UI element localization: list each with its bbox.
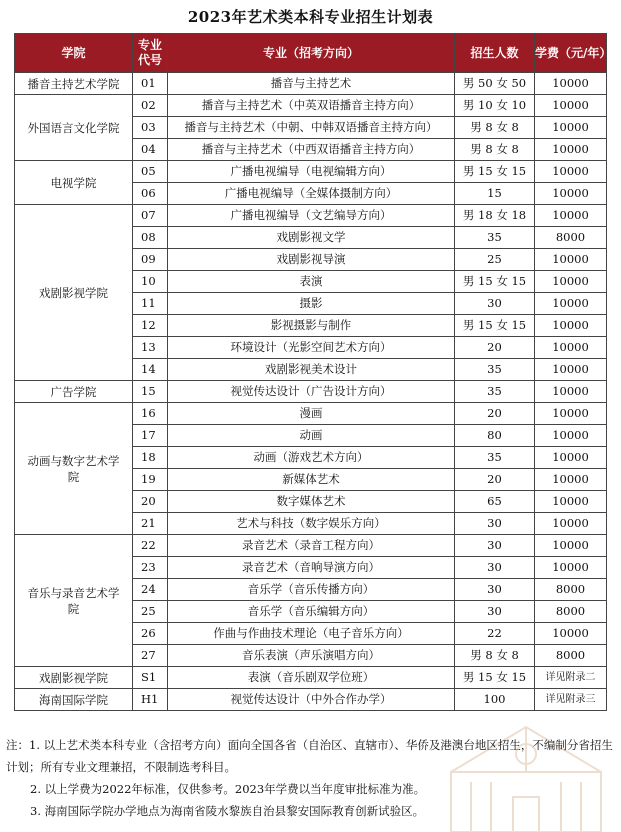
major-cell: 摄影: [168, 293, 455, 315]
enrollment-cell: 男 8 女 8: [455, 645, 535, 667]
table-row: [15, 535, 607, 557]
college-cell: 音乐与录音艺术学院: [15, 535, 133, 667]
enrollment-cell: 30: [455, 557, 535, 579]
fee-cell: 10000: [535, 491, 607, 513]
fee-cell: 10000: [535, 183, 607, 205]
enrollment-cell: 男 10 女 10: [455, 95, 535, 117]
code-cell: 05: [133, 161, 168, 183]
major-cell: 广播电视编导（文艺编导方向）: [168, 205, 455, 227]
code-cell: 19: [133, 469, 168, 491]
fee-cell: 10000: [535, 469, 607, 491]
major-cell: 广播电视编导（全媒体摄制方向）: [168, 183, 455, 205]
enrollment-cell: 35: [455, 359, 535, 381]
major-cell: 作曲与作曲技术理论（电子音乐方向）: [168, 623, 455, 645]
major-cell: 戏剧影视导演: [168, 249, 455, 271]
major-cell: 表演: [168, 271, 455, 293]
code-cell: 22: [133, 535, 168, 557]
enrollment-cell: 100: [455, 689, 535, 711]
college-cell: 戏剧影视学院: [15, 667, 133, 689]
major-cell: 播音与主持艺术（中西双语播音主持方向）: [168, 139, 455, 161]
major-cell: 环境设计（光影空间艺术方向）: [168, 337, 455, 359]
major-cell: 视觉传达设计（广告设计方向）: [168, 381, 455, 403]
major-cell: 动画（游戏艺术方向）: [168, 447, 455, 469]
fee-cell: 10000: [535, 315, 607, 337]
header-code: 专业代号: [133, 34, 168, 73]
fee-cell: 10000: [535, 271, 607, 293]
code-cell: 17: [133, 425, 168, 447]
table-row: [15, 205, 607, 227]
major-cell: 音乐学（音乐编辑方向）: [168, 601, 455, 623]
footnote-3: 3. 海南国际学院办学地点为海南省陵水黎族自治县黎安国际教育创新试验区。: [30, 804, 425, 818]
college-cell: 戏剧影视学院: [15, 205, 133, 381]
fee-cell: 10000: [535, 381, 607, 403]
enrollment-cell: 男 8 女 8: [455, 139, 535, 161]
enrollment-cell: 65: [455, 491, 535, 513]
footnote-1: 注：1. 以上艺术类本科专业（含招考方向）面向全国各省（自治区、直辖市）、华侨及港澳台地区招生，不编制分省招生计划；所有专业文理兼招，不限制选考科目。: [6, 738, 613, 774]
major-cell: 音乐学（音乐传播方向）: [168, 579, 455, 601]
fee-cell: 10000: [535, 513, 607, 535]
fee-cell: 10000: [535, 535, 607, 557]
major-cell: 漫画: [168, 403, 455, 425]
enrollment-cell: 30: [455, 601, 535, 623]
enrollment-cell: 男 15 女 15: [455, 161, 535, 183]
fee-cell: 10000: [535, 447, 607, 469]
header-enrollment: 招生人数: [455, 34, 535, 73]
header-fee: 学费（元/年）: [535, 34, 607, 73]
enrollment-cell: 男 18 女 18: [455, 205, 535, 227]
enrollment-cell: 20: [455, 337, 535, 359]
fee-cell: 10000: [535, 337, 607, 359]
college-cell: 广告学院: [15, 381, 133, 403]
enrollment-cell: 80: [455, 425, 535, 447]
table-row: [15, 73, 607, 95]
enrollment-cell: 22: [455, 623, 535, 645]
code-cell: 27: [133, 645, 168, 667]
major-cell: 新媒体艺术: [168, 469, 455, 491]
fee-cell: 10000: [535, 139, 607, 161]
table-row: [15, 95, 607, 117]
code-cell: 21: [133, 513, 168, 535]
code-cell: 14: [133, 359, 168, 381]
code-cell: 09: [133, 249, 168, 271]
enrollment-cell: 男 15 女 15: [455, 315, 535, 337]
major-cell: 数字媒体艺术: [168, 491, 455, 513]
fee-cell: 10000: [535, 117, 607, 139]
major-cell: 视觉传达设计（中外合作办学）: [168, 689, 455, 711]
enrollment-cell: 30: [455, 579, 535, 601]
enrollment-cell: 30: [455, 535, 535, 557]
major-cell: 表演（音乐剧双学位班）: [168, 667, 455, 689]
footnote-2: 2. 以上学费为2022年标准，仅供参考。2023年学费以当年度审批标准为准。: [30, 782, 426, 796]
enrollment-cell: 35: [455, 227, 535, 249]
major-cell: 艺术与科技（数字娱乐方向）: [168, 513, 455, 535]
code-cell: 12: [133, 315, 168, 337]
major-cell: 播音与主持艺术（中朝、中韩双语播音主持方向）: [168, 117, 455, 139]
fee-cell: 10000: [535, 425, 607, 447]
code-cell: 01: [133, 73, 168, 95]
enrollment-cell: 35: [455, 447, 535, 469]
code-cell: S1: [133, 667, 168, 689]
college-cell: 播音主持艺术学院: [15, 73, 133, 95]
code-cell: 15: [133, 381, 168, 403]
fee-cell: 10000: [535, 557, 607, 579]
fee-cell: 10000: [535, 623, 607, 645]
fee-cell: 8000: [535, 227, 607, 249]
code-cell: 24: [133, 579, 168, 601]
table-row: [15, 161, 607, 183]
footnotes: [6, 734, 616, 822]
enrollment-cell: 男 8 女 8: [455, 117, 535, 139]
major-cell: 影视摄影与制作: [168, 315, 455, 337]
table-row: [15, 381, 607, 403]
enrollment-cell: 35: [455, 381, 535, 403]
code-cell: 04: [133, 139, 168, 161]
code-cell: 26: [133, 623, 168, 645]
major-cell: 录音艺术（录音工程方向）: [168, 535, 455, 557]
code-cell: 25: [133, 601, 168, 623]
code-cell: 23: [133, 557, 168, 579]
code-cell: H1: [133, 689, 168, 711]
code-cell: 03: [133, 117, 168, 139]
fee-cell: 8000: [535, 645, 607, 667]
enrollment-cell: 男 15 女 15: [455, 271, 535, 293]
college-cell: 动画与数字艺术学院: [15, 403, 133, 535]
enrollment-cell: 15: [455, 183, 535, 205]
fee-cell: 10000: [535, 161, 607, 183]
code-cell: 11: [133, 293, 168, 315]
enrollment-table: [14, 33, 612, 711]
major-cell: 音乐表演（声乐演唱方向）: [168, 645, 455, 667]
header-college: 学院: [15, 34, 133, 73]
fee-cell: 10000: [535, 403, 607, 425]
fee-cell: 10000: [535, 95, 607, 117]
fee-cell: 10000: [535, 359, 607, 381]
code-cell: 18: [133, 447, 168, 469]
college-cell: 外国语言文化学院: [15, 95, 133, 161]
code-cell: 16: [133, 403, 168, 425]
table-row: [15, 689, 607, 711]
table-row: [15, 667, 607, 689]
code-cell: 06: [133, 183, 168, 205]
code-cell: 20: [133, 491, 168, 513]
college-cell: 电视学院: [15, 161, 133, 205]
enrollment-cell: 30: [455, 513, 535, 535]
enrollment-cell: 20: [455, 469, 535, 491]
fee-cell: 8000: [535, 579, 607, 601]
fee-cell: 10000: [535, 293, 607, 315]
fee-cell: 10000: [535, 205, 607, 227]
table-row: [15, 403, 607, 425]
code-cell: 02: [133, 95, 168, 117]
enrollment-cell: 20: [455, 403, 535, 425]
enrollment-cell: 25: [455, 249, 535, 271]
code-cell: 13: [133, 337, 168, 359]
major-cell: 戏剧影视美术设计: [168, 359, 455, 381]
page-title: 2023年艺术类本科专业招生计划表: [187, 8, 434, 26]
enrollment-cell: 30: [455, 293, 535, 315]
major-cell: 播音与主持艺术（中英双语播音主持方向）: [168, 95, 455, 117]
major-cell: 广播电视编导（电视编辑方向）: [168, 161, 455, 183]
code-cell: 07: [133, 205, 168, 227]
enrollment-cell: 男 15 女 15: [455, 667, 535, 689]
code-cell: 08: [133, 227, 168, 249]
fee-cell: 详见附录二: [535, 667, 607, 689]
table-header-row: [15, 34, 607, 73]
fee-cell: 8000: [535, 601, 607, 623]
fee-cell: 详见附录三: [535, 689, 607, 711]
enrollment-cell: 男 50 女 50: [455, 73, 535, 95]
college-cell: 海南国际学院: [15, 689, 133, 711]
major-cell: 动画: [168, 425, 455, 447]
fee-cell: 10000: [535, 249, 607, 271]
major-cell: 录音艺术（音响导演方向）: [168, 557, 455, 579]
code-cell: 10: [133, 271, 168, 293]
major-cell: 播音与主持艺术: [168, 73, 455, 95]
header-major: 专业（招考方向）: [168, 34, 455, 73]
major-cell: 戏剧影视文学: [168, 227, 455, 249]
fee-cell: 10000: [535, 73, 607, 95]
